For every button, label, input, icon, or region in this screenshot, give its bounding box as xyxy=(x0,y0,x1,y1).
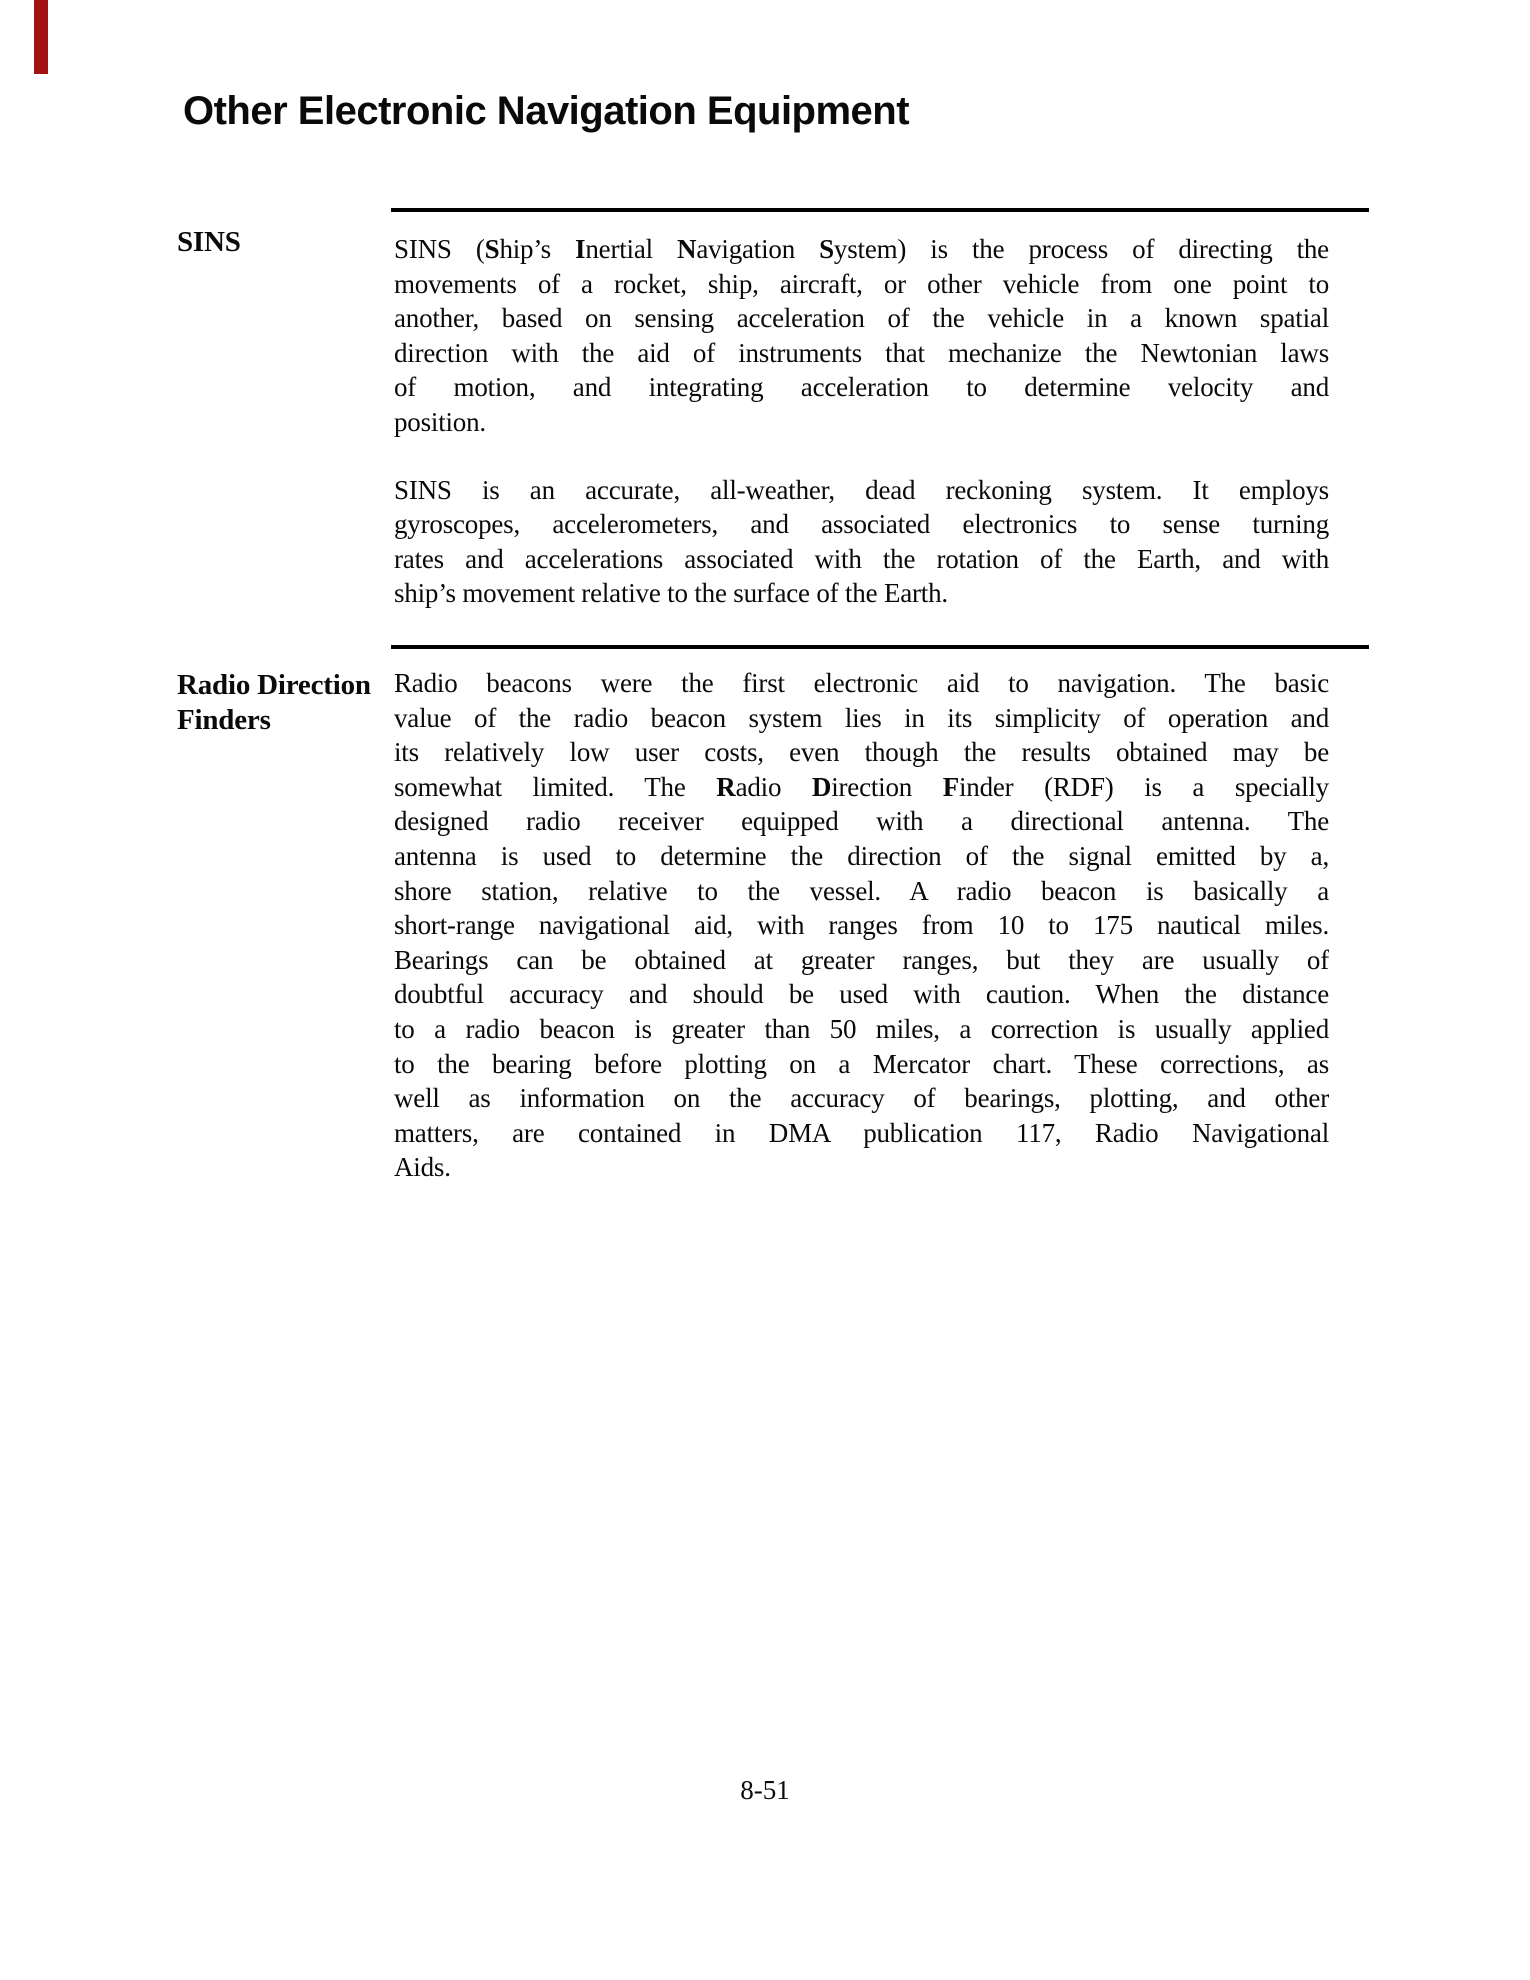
section-label-line: SINS xyxy=(177,226,241,258)
text-line: SINS (Ship’s Inertial Navigation System) is the process of directing the xyxy=(394,234,1329,264)
text-line: antenna is used to determine the direction of the signal emitted by a, xyxy=(394,840,1329,871)
text-line: gyroscopes, accelerometers, and associated electronics to sense turning xyxy=(394,509,1329,540)
paragraph xyxy=(394,232,1329,440)
text-line: matters, are contained in DMA publication 117, Radio Navigational xyxy=(394,1117,1329,1148)
section-content xyxy=(394,232,1329,611)
bold-text: S xyxy=(484,234,500,264)
text-line: of motion, and integrating acceleration to determine velocity and xyxy=(394,372,1329,403)
paragraph xyxy=(394,473,1329,611)
section-content xyxy=(394,666,1329,1185)
section-label-line: Radio Direction xyxy=(177,669,371,701)
text-line: value of the radio beacon system lies in its simplicity of operation and xyxy=(394,702,1329,733)
section-divider-middle xyxy=(391,645,1369,649)
bold-text: S xyxy=(819,234,834,264)
bold-text: D xyxy=(811,771,832,802)
text-line: short-range navigational aid, with ranges from 10 to 175 nautical miles. xyxy=(394,910,1329,941)
paragraph xyxy=(394,666,1329,1185)
text-line: to a radio beacon is greater than 50 miles, a correction is usually applied xyxy=(394,1013,1329,1044)
text-line: direction with the aid of instruments that mechanize the Newtonian laws xyxy=(394,337,1329,368)
bold-text: F xyxy=(942,771,959,802)
text-line: somewhat limited. The Radio Direction Finder (RDF) is a specially xyxy=(394,771,1329,802)
text-line: shore station, relative to the vessel. A radio beacon is basically a xyxy=(394,875,1329,906)
red-edge-mark xyxy=(34,0,48,74)
text-line: Bearings can be obtained at greater ranges, but they are usually of xyxy=(394,944,1329,975)
text-line: well as information on the accuracy of bearings, plotting, and other xyxy=(394,1083,1329,1114)
text-line: Aids. xyxy=(394,1152,451,1183)
text-line: movements of a rocket, ship, aircraft, or other vehicle from one point to xyxy=(394,268,1329,299)
text-line: rates and accelerations associated with the rotation of the Earth, and with xyxy=(394,543,1329,574)
text-line: doubtful accuracy and should be used with caution. When the distance xyxy=(394,979,1329,1010)
page-number: 8-51 xyxy=(740,1775,790,1805)
section-label xyxy=(177,225,241,260)
section-label xyxy=(177,668,371,738)
text-line: its relatively low user costs, even though the results obtained may be xyxy=(394,737,1329,768)
text-line: position. xyxy=(394,406,486,437)
bold-text: R xyxy=(716,771,736,802)
text-line: to the bearing before plotting on a Mercator chart. These corrections, as xyxy=(394,1048,1329,1079)
bold-text: I xyxy=(575,234,586,264)
text-line: another, based on sensing acceleration of the vehicle in a known spatial xyxy=(394,303,1329,334)
bold-text: N xyxy=(677,234,697,264)
text-line: ship’s movement relative to the surface of the Earth. xyxy=(394,578,948,609)
section-label-line: Finders xyxy=(177,704,271,736)
text-line: designed radio receiver equipped with a directional antenna. The xyxy=(394,806,1329,837)
page-title: Other Electronic Navigation Equipment xyxy=(183,89,910,133)
section-divider-top xyxy=(391,208,1369,212)
text-line: Radio beacons were the first electronic aid to navigation. The basic xyxy=(394,668,1329,698)
text-line: SINS is an accurate, all-weather, dead reckoning system. It employs xyxy=(394,474,1329,505)
